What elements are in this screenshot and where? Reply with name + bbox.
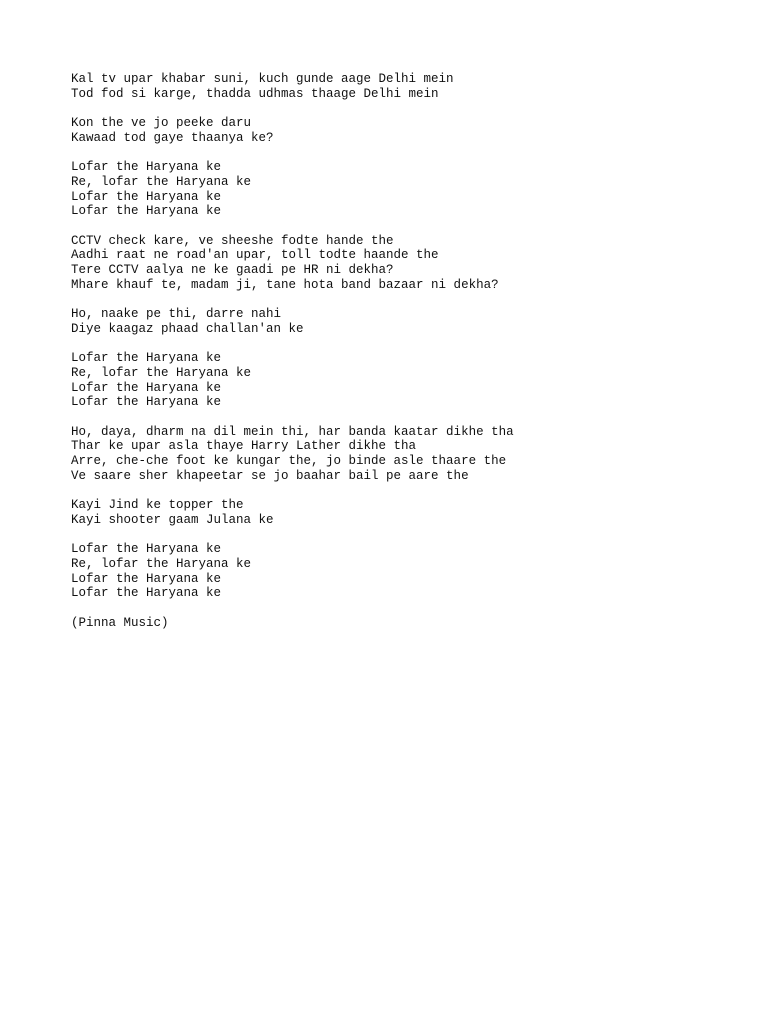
lyric-line: Tere CCTV aalya ne ke gaadi pe HR ni dekha? (71, 263, 394, 278)
lyric-line: CCTV check kare, ve sheeshe fodte hande the (71, 233, 394, 248)
lyric-line: Tod fod si karge, thadda udhmas thaage Delhi mein (71, 86, 439, 101)
lyric-line: Lofar the Haryana ke (71, 160, 222, 175)
lyric-line: Kawaad tod gaye thaanya ke? (71, 130, 274, 145)
lyric-line: Kal tv upar khabar suni, kuch gunde aage Delhi mein (71, 72, 454, 86)
lyric-line: Kayi Jind ke topper the (71, 498, 244, 513)
chorus-stanza (71, 160, 731, 219)
lyric-line: Kayi shooter gaam Julana ke (71, 512, 274, 527)
stanza (71, 234, 731, 293)
lyric-line: Thar ke upar asla thaye Harry Lather dikhe tha (71, 439, 417, 454)
credit-line: (Pinna Music) (71, 615, 169, 630)
chorus-stanza (71, 542, 731, 601)
lyric-line: Kon the ve jo peeke daru (71, 116, 252, 131)
stanza (71, 498, 731, 527)
stanza (71, 72, 731, 101)
stanza (71, 116, 731, 145)
lyric-line: Ho, daya, dharm na dil mein thi, har banda kaatar dikhe tha (71, 424, 514, 439)
lyric-line: Lofar the Haryana ke (71, 351, 222, 366)
stanza (71, 307, 731, 336)
lyric-line: Re, lofar the Haryana ke (71, 174, 252, 189)
lyric-line: Lofar the Haryana ke (71, 586, 222, 601)
lyrics-document (71, 72, 731, 645)
lyric-line: Lofar the Haryana ke (71, 189, 222, 204)
lyric-line: Ho, naake pe thi, darre nahi (71, 307, 282, 322)
lyric-line: Mhare khauf te, madam ji, tane hota band bazaar ni dekha? (71, 277, 499, 292)
stanza (71, 425, 731, 484)
lyric-line: Lofar the Haryana ke (71, 395, 222, 410)
credit-stanza (71, 616, 731, 631)
lyric-line: Re, lofar the Haryana ke (71, 365, 252, 380)
lyric-line: Lofar the Haryana ke (71, 542, 222, 557)
lyric-line: Arre, che-che foot ke kungar the, jo binde asle thaare the (71, 454, 507, 469)
lyric-line: Lofar the Haryana ke (71, 380, 222, 395)
lyric-line: Lofar the Haryana ke (71, 571, 222, 586)
chorus-stanza (71, 351, 731, 410)
lyric-line: Diye kaagaz phaad challan'an ke (71, 321, 304, 336)
lyric-line: Re, lofar the Haryana ke (71, 557, 252, 572)
lyric-line: Aadhi raat ne road'an upar, toll todte haande the (71, 248, 439, 263)
lyric-line: Lofar the Haryana ke (71, 204, 222, 219)
lyric-line: Ve saare sher khapeetar se jo baahar bail pe aare the (71, 468, 469, 483)
